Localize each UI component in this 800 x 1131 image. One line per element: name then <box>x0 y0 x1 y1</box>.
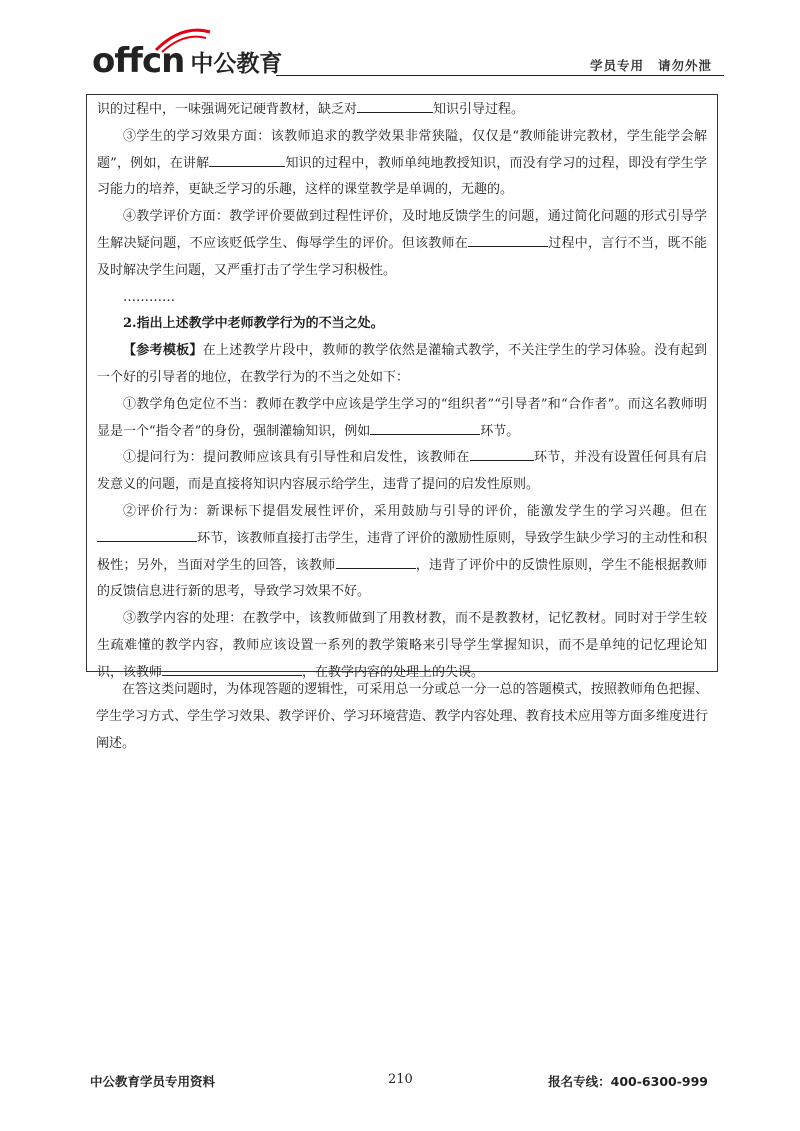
paragraph-questioning: ①提问行为：提问教师应该具有引导性和启发性，该教师在 环节，并没有设置任何具有启发意义的问题，而是直接将知识内容展示给学生，违背了提问的启发性原则。 <box>97 445 707 499</box>
ellipsis: ………… <box>123 289 175 305</box>
paragraph-evaluation-behavior: ②评价行为：新课标下提倡发展性评价，采用鼓励与引导的评价，能激发学生的学习兴趣。但在环节，该教师直接打击学生，违背了评价的激励性原则，导致学生缺少学习的主动性和积极性；另外，当面对学生的回答，该教师 ，违背了评价中的反馈性原则，学生不能根据教师的反馈信息进行新的思考，导致学习效果不好。 <box>97 503 707 600</box>
logo-latin-text: offcn <box>92 41 185 81</box>
blank-line <box>470 447 534 461</box>
blank-line <box>162 662 302 676</box>
paragraph-continued: 识的过程中，一味强调死记硬背教材，缺乏对 知识引导过程。 <box>97 97 707 124</box>
blank-line <box>336 555 416 569</box>
footer-left: 中公教育学员专用资料 <box>90 1074 216 1089</box>
question-2: 2.指出上述教学中老师教学行为的不当之处。 <box>123 316 384 332</box>
answer-box <box>86 94 718 680</box>
logo-cn-text: 中公教育 <box>190 51 283 77</box>
summary-paragraph: 在答这类问题时，为体现答题的逻辑性，可采用总一分或总一分一总的答题模式，按照教师角色把握、学生学习方式、学生学习效果、教学评价、学习环境营造、教学内容处理、教育技术应用等方面多维度进行阐述。 <box>96 682 708 751</box>
logo-swoosh-icon <box>154 28 212 54</box>
blank-line <box>468 233 548 247</box>
paragraph-reference: 【参考模板】在上述教学片段中，教师的教学依然是灌输式教学，不关注学生的学习体验。没有起到一个好的引导者的地位，在教学行为的不当之处如下： <box>97 343 707 385</box>
offcn-logo <box>92 38 283 81</box>
paragraph-evaluation: ④教学评价方面：教学评价要做到过程性评价，及时地反馈学生的问题，通过简化问题的形式引导学生解决疑问题，不应该贬低学生、侮辱学生的评价。但该教师在 过程中，言行不当，既不能及时解决学生问题，又严重打击了学生学习积极性。 <box>97 209 707 278</box>
reference-label: 【参考模板】 <box>123 343 203 359</box>
paragraph-learning-effect: ③学生的学习效果方面：该教师追求的教学效果非常狭隘，仅仅是“教师能讲完教材，学生能学会解题”，例如，在讲解 知识的过程中，教师单纯地教授知识，而没有学习的过程，即没有学生学习能力的培养，更缺乏学习的乐趣，这样的课堂教学是单调的，无趣的。 <box>97 128 707 198</box>
paragraph-content-handling: ③教学内容的处理：在教学中，该教师做到了用教材教，而不是教教材，记忆教材。同时对于学生较生疏难懂的教学内容，教师应该设置一系列的教学策略来引导学生掌握知识，而不是单纯的记忆理论知识，该教师 ，在教学内容的处理上的失误。 <box>97 611 707 680</box>
blank-line <box>97 528 197 542</box>
page-number: 210 <box>388 1072 413 1087</box>
blank-line <box>209 153 285 167</box>
header-tag-no-leak: 请勿外泄 <box>657 58 712 73</box>
summary-section <box>86 677 718 757</box>
footer-hotline: 报名专线：400-6300-999 <box>548 1074 708 1089</box>
header-tag-staff-only: 学员专用 <box>589 58 644 73</box>
paragraph-role: ①教学角色定位不当：教师在教学中应该是学生学习的“组织者”“引导者”和“合作者”。而这名教师明显是一个“指令者”的身份，强制灌输知识，例如 环节。 <box>97 396 707 439</box>
blank-line <box>370 421 480 435</box>
header-rule <box>276 75 724 76</box>
header-tag <box>590 56 712 74</box>
blank-line <box>357 99 433 113</box>
